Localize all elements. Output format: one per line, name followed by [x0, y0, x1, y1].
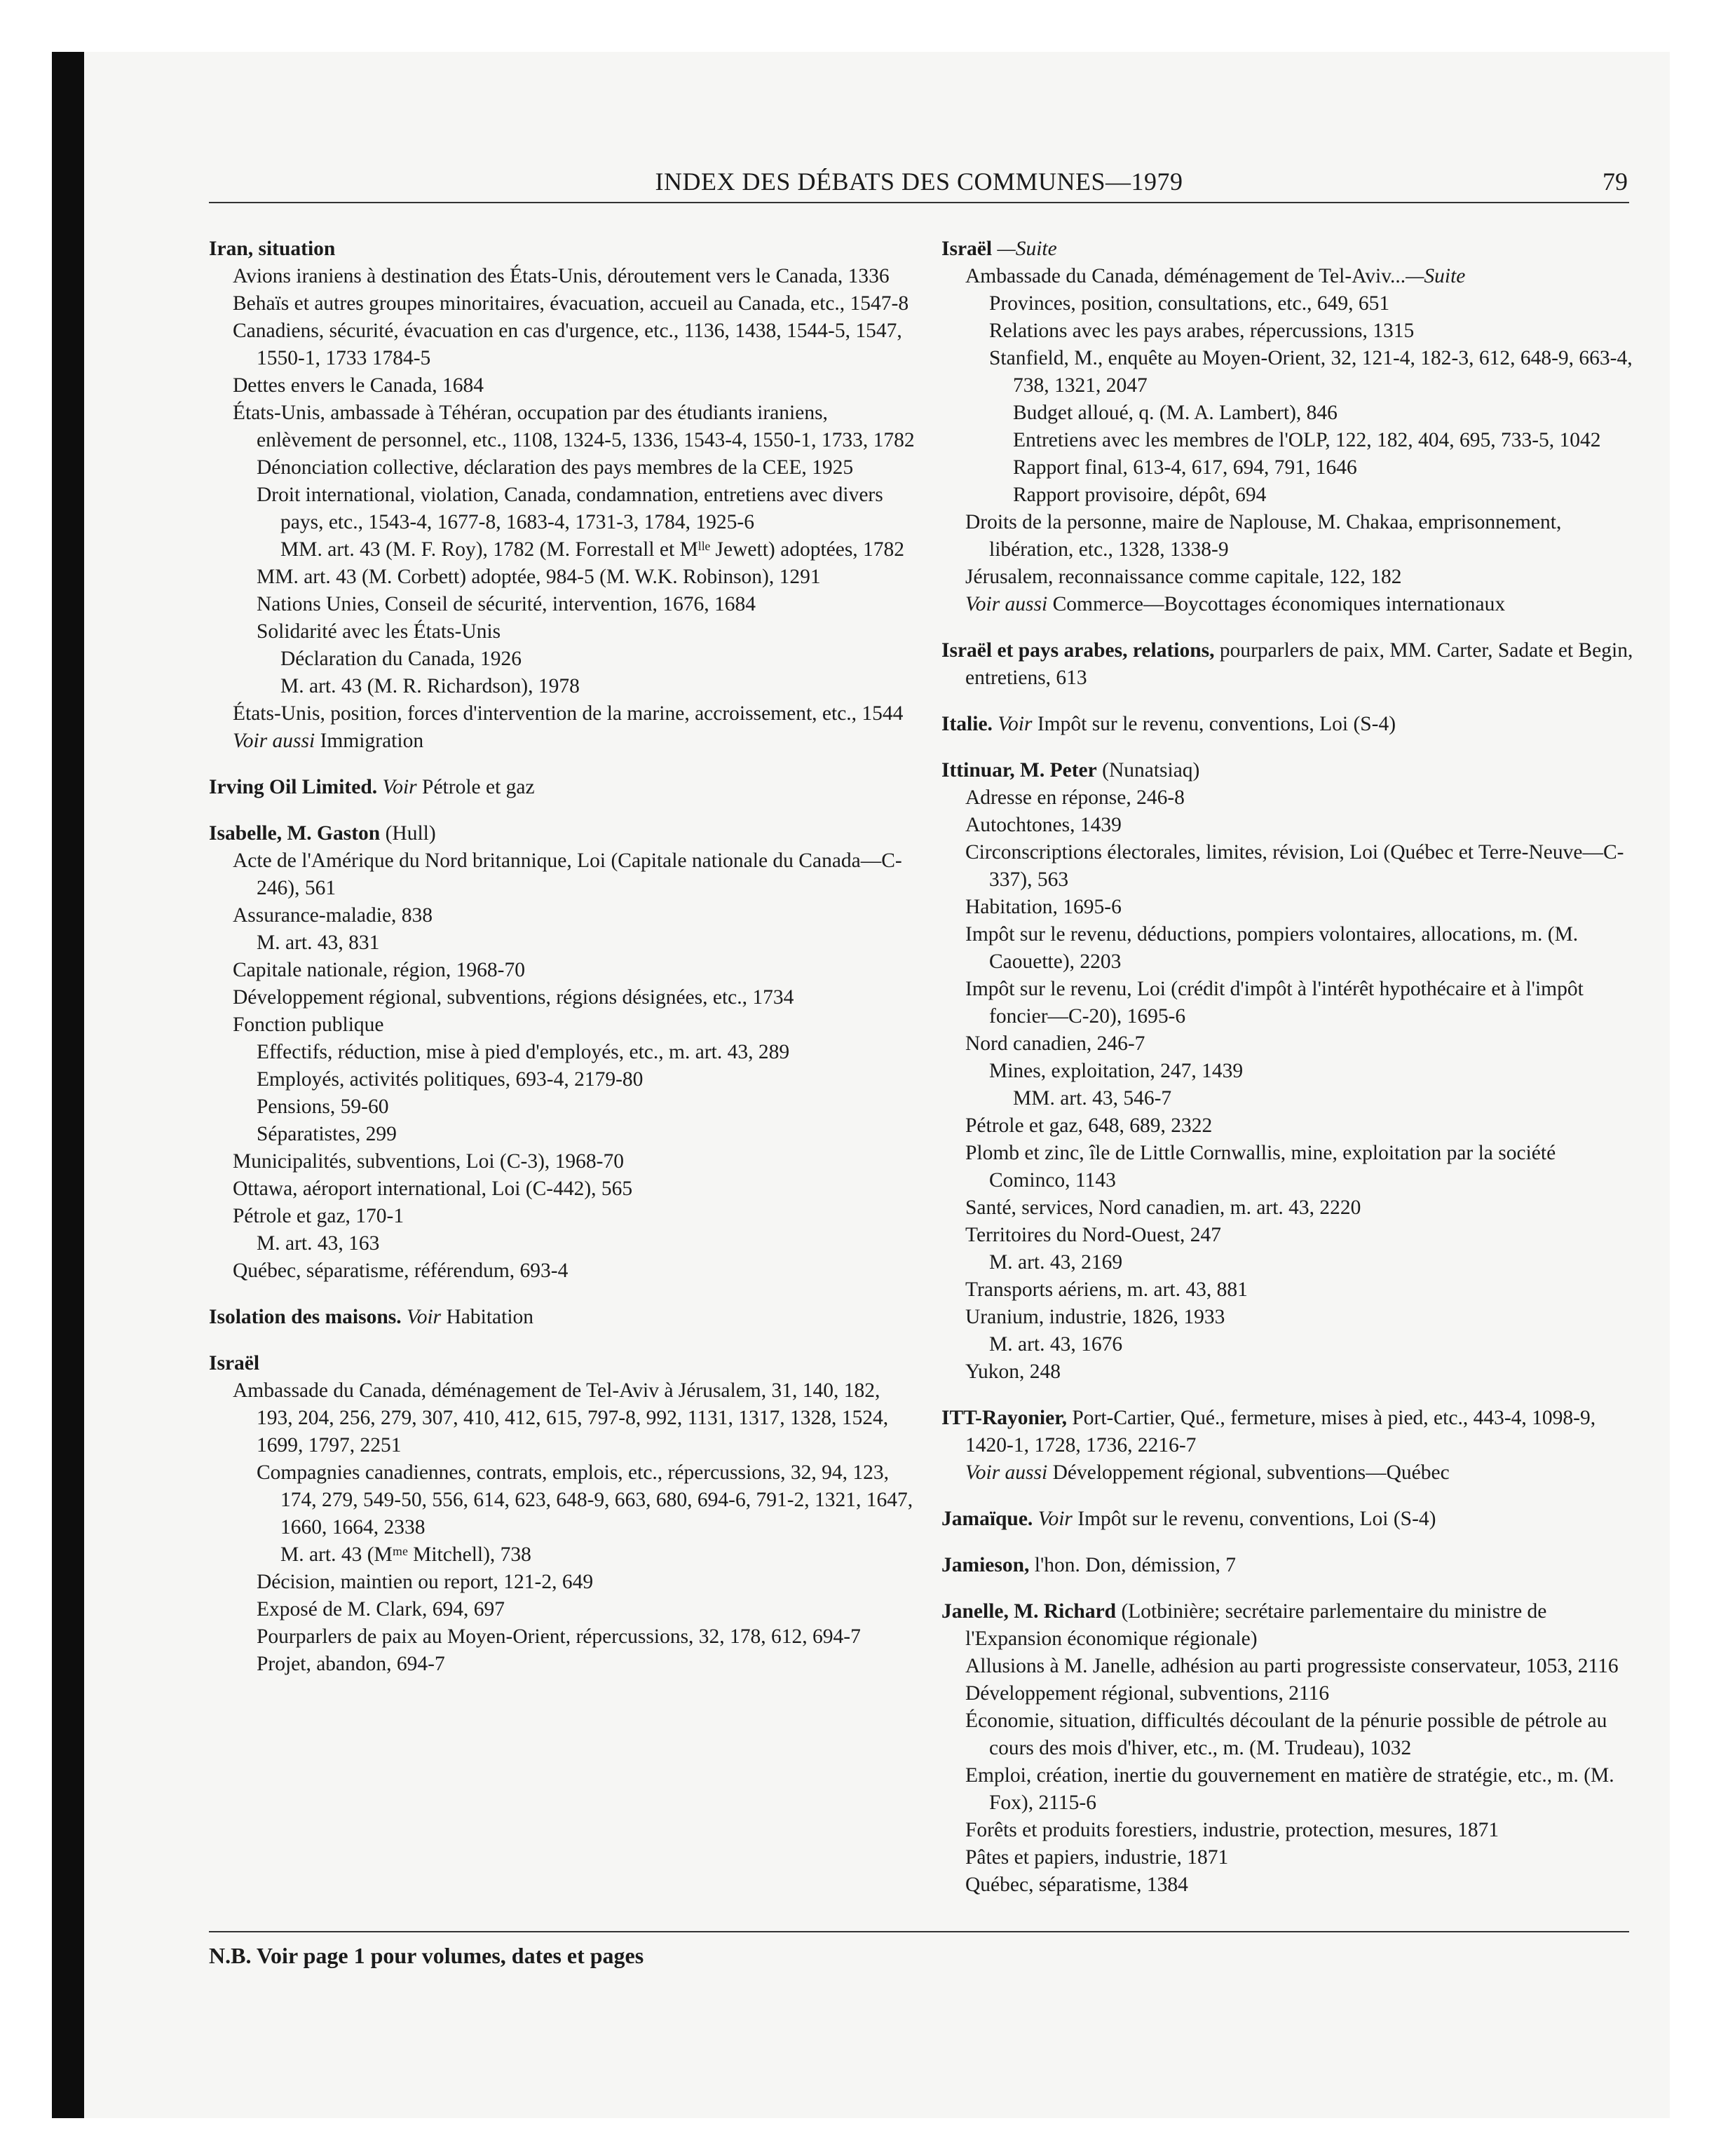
entry-text: M. art. 43, 163 [257, 1232, 380, 1255]
entry-text: Développement régional, subventions—Québec [1047, 1461, 1450, 1484]
index-entry [941, 1358, 1635, 1386]
index-entry [209, 700, 917, 728]
entry-text: l'hon. Don, démission, 7 [1029, 1554, 1236, 1576]
entry-text: Emploi, création, inertie du gouvernement en matière de stratégie, etc., m. (M. Fox), 2115-6 [965, 1764, 1614, 1814]
entry-text: Habitation [441, 1306, 534, 1328]
index-entry [941, 263, 1635, 290]
index-entry [941, 345, 1635, 400]
voir-text: Voir aussi [233, 730, 315, 752]
index-entry [941, 1085, 1635, 1112]
index-entry [941, 894, 1635, 921]
voir-text: Voir aussi [965, 593, 1048, 615]
entry-text: Commerce—Boycottages économiques internationaux [1047, 593, 1506, 615]
entry-text: Entretiens avec les membres de l'OLP, 122, 182, 404, 695, 733-5, 1042 [1013, 429, 1601, 451]
entry-text: Séparatistes, 299 [257, 1123, 397, 1145]
entry-text: MM. art. 43 (M. Corbett) adoptée, 984-5 (M. W.K. Robinson), 1291 [257, 566, 821, 588]
entry-text: Assurance-maladie, 838 [233, 904, 433, 927]
entry-text: Provinces, position, consultations, etc., 649, 651 [989, 292, 1390, 315]
entry-text: MM. art. 43, 546-7 [1013, 1087, 1172, 1110]
index-entry [209, 984, 917, 1011]
entry-text: Droits de la personne, maire de Naplouse, M. Chakaa, emprisonnement, libération, etc., 1328, 1338-9 [965, 511, 1562, 561]
heading-text: Janelle, M. Richard [941, 1600, 1117, 1623]
scan-edge [52, 52, 84, 2118]
entry-text: Nations Unies, Conseil de sécurité, intervention, 1676, 1684 [257, 593, 756, 615]
index-entry [209, 1569, 917, 1596]
index-entry [941, 482, 1635, 509]
index-entry [209, 957, 917, 984]
entry-text: Développement régional, subventions, 2116 [965, 1682, 1330, 1705]
entry-text: Décision, maintien ou report, 121-2, 649 [257, 1571, 594, 1593]
index-heading [941, 1506, 1635, 1533]
entry-text: Compagnies canadiennes, contrats, emplois, etc., répercussions, 32, 94, 123, 174, 279, 549-50, 556, 614, 623, 648-9, 663, 680, 694-6, 791-2, 1321, 1647, 1660, 1664, 2338 [257, 1461, 913, 1538]
entry-text: Rapport final, 613-4, 617, 694, 791, 1646 [1013, 456, 1357, 479]
index-entry [941, 1030, 1635, 1058]
index-entry [209, 400, 917, 454]
index-entry [209, 290, 917, 318]
entry-text: pourparlers de paix, MM. Carter, Sadate et Begin, entretiens, 613 [965, 639, 1633, 689]
index-entry [941, 784, 1635, 812]
index-entry [941, 1844, 1635, 1871]
index-entry [941, 1762, 1635, 1817]
entry-text: Santé, services, Nord canadien, m. art. 43, 2220 [965, 1196, 1361, 1219]
entry-text: Ottawa, aéroport international, Loi (C-442), 565 [233, 1178, 633, 1200]
index-entry [941, 1058, 1635, 1085]
index-entry [209, 1121, 917, 1148]
entry-text: Adresse en réponse, 246-8 [965, 786, 1185, 809]
index-entry [209, 929, 917, 957]
index-entry [941, 1459, 1635, 1487]
entry-text: Solidarité avec les États-Unis [257, 620, 501, 643]
index-entry [209, 1257, 917, 1285]
page-number: 79 [1603, 168, 1628, 196]
suite-text: —Suite [992, 238, 1057, 260]
entry-text: Ambassade du Canada, déménagement de Tel-Aviv à Jérusalem, 31, 140, 182, 193, 204, 256, 279, 307, 410, 412, 615, 797-8, 992, 1131, 1317, 1328, 1524, 1699, 1797, 2251 [233, 1379, 889, 1456]
entry-text: Capitale nationale, région, 1968-70 [233, 959, 525, 981]
index-entry [941, 1817, 1635, 1844]
entry-text: Impôt sur le revenu, Loi (crédit d'impôt à l'intérêt hypothécaire et à l'impôt foncier—C-20), 1695-6 [965, 978, 1584, 1028]
index-heading [941, 711, 1635, 738]
index-entry [209, 1623, 917, 1651]
index-entry [209, 902, 917, 929]
entry-text: Pensions, 59-60 [257, 1096, 389, 1118]
entry-text: Port-Cartier, Qué., fermeture, mises à pied, etc., 443-4, 1098-9, 1420-1, 1728, 1736, 2216-7 [965, 1407, 1596, 1456]
index-entry [209, 673, 917, 700]
entry-text: Stanfield, M., enquête au Moyen-Orient, 32, 121-4, 182-3, 612, 648-9, 663-4, 738, 1321, 2047 [989, 347, 1633, 397]
entry-text: Dettes envers le Canada, 1684 [233, 374, 484, 397]
heading-text: Italie. [941, 713, 993, 735]
entry-text: Exposé de M. Clark, 694, 697 [257, 1598, 505, 1621]
index-entry [209, 1093, 917, 1121]
voir-text: Voir [1033, 1508, 1073, 1530]
entry-text: Canadiens, sécurité, évacuation en cas d'urgence, etc., 1136, 1438, 1544-5, 1547, 1550-1, 1733 1784-5 [233, 320, 902, 369]
heading-text: Israël [209, 1352, 260, 1374]
entry-text: Pétrole et gaz [416, 776, 535, 798]
index-heading [209, 1304, 917, 1331]
entry-text: États-Unis, position, forces d'intervention de la marine, accroissement, etc., 1544 [233, 702, 904, 725]
heading-text: Jamaïque. [941, 1508, 1033, 1530]
index-entry [209, 1175, 917, 1203]
heading-text: Israël [941, 238, 993, 260]
entry-text: Projet, abandon, 694-7 [257, 1653, 445, 1675]
entry-text: (Hull) [380, 822, 436, 845]
entry-text: Déclaration du Canada, 1926 [280, 648, 522, 670]
entry-text: Uranium, industrie, 1826, 1933 [965, 1306, 1225, 1328]
entry-text: M. art. 43, 2169 [989, 1251, 1123, 1274]
entry-text: Plomb et zinc, île de Little Cornwallis, mine, exploitation par la société Cominco, 1143 [965, 1142, 1556, 1192]
entry-text: Habitation, 1695-6 [965, 896, 1122, 918]
index-entry [941, 318, 1635, 345]
entry-text: Droit international, violation, Canada, condamnation, entretiens avec divers pays, etc., 1543-4, 1677-8, 1683-4, 1731-3, 1784, 1925-6 [257, 484, 883, 533]
index-entry [209, 1651, 917, 1678]
index-entry [209, 1596, 917, 1623]
index-heading [941, 1405, 1635, 1459]
index-heading [941, 637, 1635, 692]
entry-text: M. art. 43, 831 [257, 932, 380, 954]
entry-text: Ambassade du Canada, déménagement de Tel-Aviv... [965, 265, 1406, 287]
index-entry [941, 1140, 1635, 1194]
entry-text: Impôt sur le revenu, déductions, pompiers volontaires, allocations, m. (M. Caouette), 2203 [965, 923, 1579, 973]
voir-text: Voir [377, 776, 417, 798]
entry-text: Avions iraniens à destination des États-Unis, déroutement vers le Canada, 1336 [233, 265, 890, 287]
index-entry [941, 1653, 1635, 1680]
index-entry [209, 1203, 917, 1230]
entry-text: Yukon, 248 [965, 1360, 1061, 1383]
entry-text: Pétrole et gaz, 170-1 [233, 1205, 404, 1227]
index-entry [209, 1039, 917, 1066]
index-entry [941, 290, 1635, 318]
entry-text: Allusions à M. Janelle, adhésion au parti progressiste conservateur, 1053, 2116 [965, 1655, 1619, 1677]
index-entry [209, 646, 917, 673]
index-entry [209, 847, 917, 902]
index-heading [941, 1552, 1635, 1579]
index-entry [209, 564, 917, 591]
index-heading [209, 774, 917, 801]
entry-text: Transports aériens, m. art. 43, 881 [965, 1278, 1248, 1301]
index-entry [941, 839, 1635, 894]
index-entry [941, 1276, 1635, 1304]
index-entry [941, 591, 1635, 618]
entry-text: M. art. 43 (M. R. Richardson), 1978 [280, 675, 580, 697]
entry-text: Budget alloué, q. (M. A. Lambert), 846 [1013, 402, 1338, 424]
index-entry [941, 976, 1635, 1030]
entry-text: Behaïs et autres groupes minoritaires, évacuation, accueil au Canada, etc., 1547-8 [233, 292, 909, 315]
entry-text: (Nunatsiaq) [1096, 759, 1200, 782]
footer-rule [209, 1931, 1629, 1932]
entry-text: M. art. 43, 1676 [989, 1333, 1123, 1356]
heading-text: Isabelle, M. Gaston [209, 822, 381, 845]
heading-text: Israël et pays arabes, relations, [941, 639, 1215, 662]
entry-text: États-Unis, ambassade à Téhéran, occupation par des étudiants iraniens, enlèvement de personnel, etc., 1108, 1324-5, 1336, 1543-4, 1550-1, 1733, 1782 [233, 402, 915, 451]
entry-text: Québec, séparatisme, 1384 [965, 1874, 1188, 1896]
index-heading [941, 236, 1635, 263]
index-entry [209, 482, 917, 536]
index-entry [941, 509, 1635, 564]
heading-text: Isolation des maisons. [209, 1306, 402, 1328]
right-column [941, 236, 1635, 1899]
index-entry [209, 454, 917, 482]
index-entry [941, 1871, 1635, 1899]
index-entry [941, 1112, 1635, 1140]
entry-text: Municipalités, subventions, Loi (C-3), 1968-70 [233, 1150, 624, 1173]
voir-text: Voir aussi [965, 1461, 1048, 1484]
suite-text: —Suite [1406, 265, 1466, 287]
heading-text: Irving Oil Limited. [209, 776, 378, 798]
entry-text: Fonction publique [233, 1014, 384, 1036]
entry-text: Acte de l'Amérique du Nord britannique, Loi (Capitale nationale du Canada—C-246), 561 [233, 850, 902, 899]
index-entry [209, 591, 917, 618]
entry-text: Développement régional, subventions, régions désignées, etc., 1734 [233, 986, 794, 1009]
entry-text: Rapport provisoire, dépôt, 694 [1013, 484, 1267, 506]
heading-text: ITT-Rayonier, [941, 1407, 1067, 1429]
entry-text: Immigration [315, 730, 424, 752]
heading-text: Ittinuar, M. Peter [941, 759, 1097, 782]
index-entry [941, 1222, 1635, 1249]
index-entry [941, 454, 1635, 482]
footer-note: N.B. Voir page 1 pour volumes, dates et pages [209, 1943, 644, 1968]
entry-text: Territoires du Nord-Ouest, 247 [965, 1224, 1221, 1246]
index-entry [941, 564, 1635, 591]
left-column [209, 236, 917, 1678]
voir-text: Voir [401, 1306, 442, 1328]
entry-text: Jérusalem, reconnaissance comme capitale, 122, 182 [965, 566, 1402, 588]
index-heading [941, 757, 1635, 784]
index-entry [941, 400, 1635, 427]
entry-text: Forêts et produits forestiers, industrie, protection, mesures, 1871 [965, 1819, 1499, 1841]
entry-text: Économie, situation, difficultés découlant de la pénurie possible de pétrole au cours des mois d'hiver, etc., m. (M. Trudeau), 1032 [965, 1710, 1607, 1759]
index-entry [941, 1331, 1635, 1358]
heading-text: Jamieson, [941, 1554, 1030, 1576]
index-entry [209, 536, 917, 564]
index-entry [941, 1707, 1635, 1762]
index-heading [209, 236, 917, 263]
index-entry [209, 618, 917, 646]
entry-text: M. art. 43 (Mᵐᵉ Mitchell), 738 [280, 1543, 531, 1566]
index-entry [209, 728, 917, 755]
page-title: INDEX DES DÉBATS DES COMMUNES—1979 [655, 168, 1183, 196]
index-entry [209, 263, 917, 290]
entry-text: Nord canadien, 246-7 [965, 1032, 1145, 1055]
entry-text: Pourparlers de paix au Moyen-Orient, répercussions, 32, 178, 612, 694-7 [257, 1625, 861, 1648]
entry-text: Mines, exploitation, 247, 1439 [989, 1060, 1244, 1082]
index-entry [209, 318, 917, 372]
index-entry [209, 372, 917, 400]
index-entry [209, 1459, 917, 1541]
index-heading [209, 820, 917, 847]
index-entry [941, 812, 1635, 839]
entry-text: Effectifs, réduction, mise à pied d'employés, etc., m. art. 43, 289 [257, 1041, 790, 1063]
entry-text: Relations avec les pays arabes, répercussions, 1315 [989, 320, 1415, 342]
entry-text: Dénonciation collective, déclaration des pays membres de la CEE, 1925 [257, 456, 854, 479]
index-entry [941, 427, 1635, 454]
entry-text: (Lotbinière; secrétaire parlementaire du ministre de l'Expansion économique régionale) [965, 1600, 1547, 1650]
voir-text: Voir [992, 713, 1033, 735]
index-entry [209, 1541, 917, 1569]
entry-text: Impôt sur le revenu, conventions, Loi (S-4) [1072, 1508, 1436, 1530]
index-entry [209, 1148, 917, 1175]
entry-text: MM. art. 43 (M. F. Roy), 1782 (M. Forrestall et Mˡˡᵉ Jewett) adoptées, 1782 [280, 538, 905, 561]
entry-text: Autochtones, 1439 [965, 814, 1122, 836]
index-entry [209, 1066, 917, 1093]
entry-text: Québec, séparatisme, référendum, 693-4 [233, 1260, 569, 1282]
index-entry [209, 1230, 917, 1257]
index-entry [209, 1377, 917, 1459]
index-heading [209, 1350, 917, 1377]
index-entry [209, 1011, 917, 1039]
index-entry [941, 921, 1635, 976]
entry-text: Pétrole et gaz, 648, 689, 2322 [965, 1114, 1213, 1137]
index-entry [941, 1194, 1635, 1222]
index-entry [941, 1304, 1635, 1331]
heading-text: Iran, situation [209, 238, 336, 260]
index-heading [941, 1598, 1635, 1653]
index-entry [941, 1680, 1635, 1707]
page-header [209, 163, 1629, 203]
entry-text: Pâtes et papiers, industrie, 1871 [965, 1846, 1229, 1869]
entry-text: Circonscriptions électorales, limites, révision, Loi (Québec et Terre-Neuve—C-337), 563 [965, 841, 1624, 891]
entry-text: Impôt sur le revenu, conventions, Loi (S-4) [1032, 713, 1396, 735]
entry-text: Employés, activités politiques, 693-4, 2179-80 [257, 1068, 644, 1091]
index-entry [941, 1249, 1635, 1276]
